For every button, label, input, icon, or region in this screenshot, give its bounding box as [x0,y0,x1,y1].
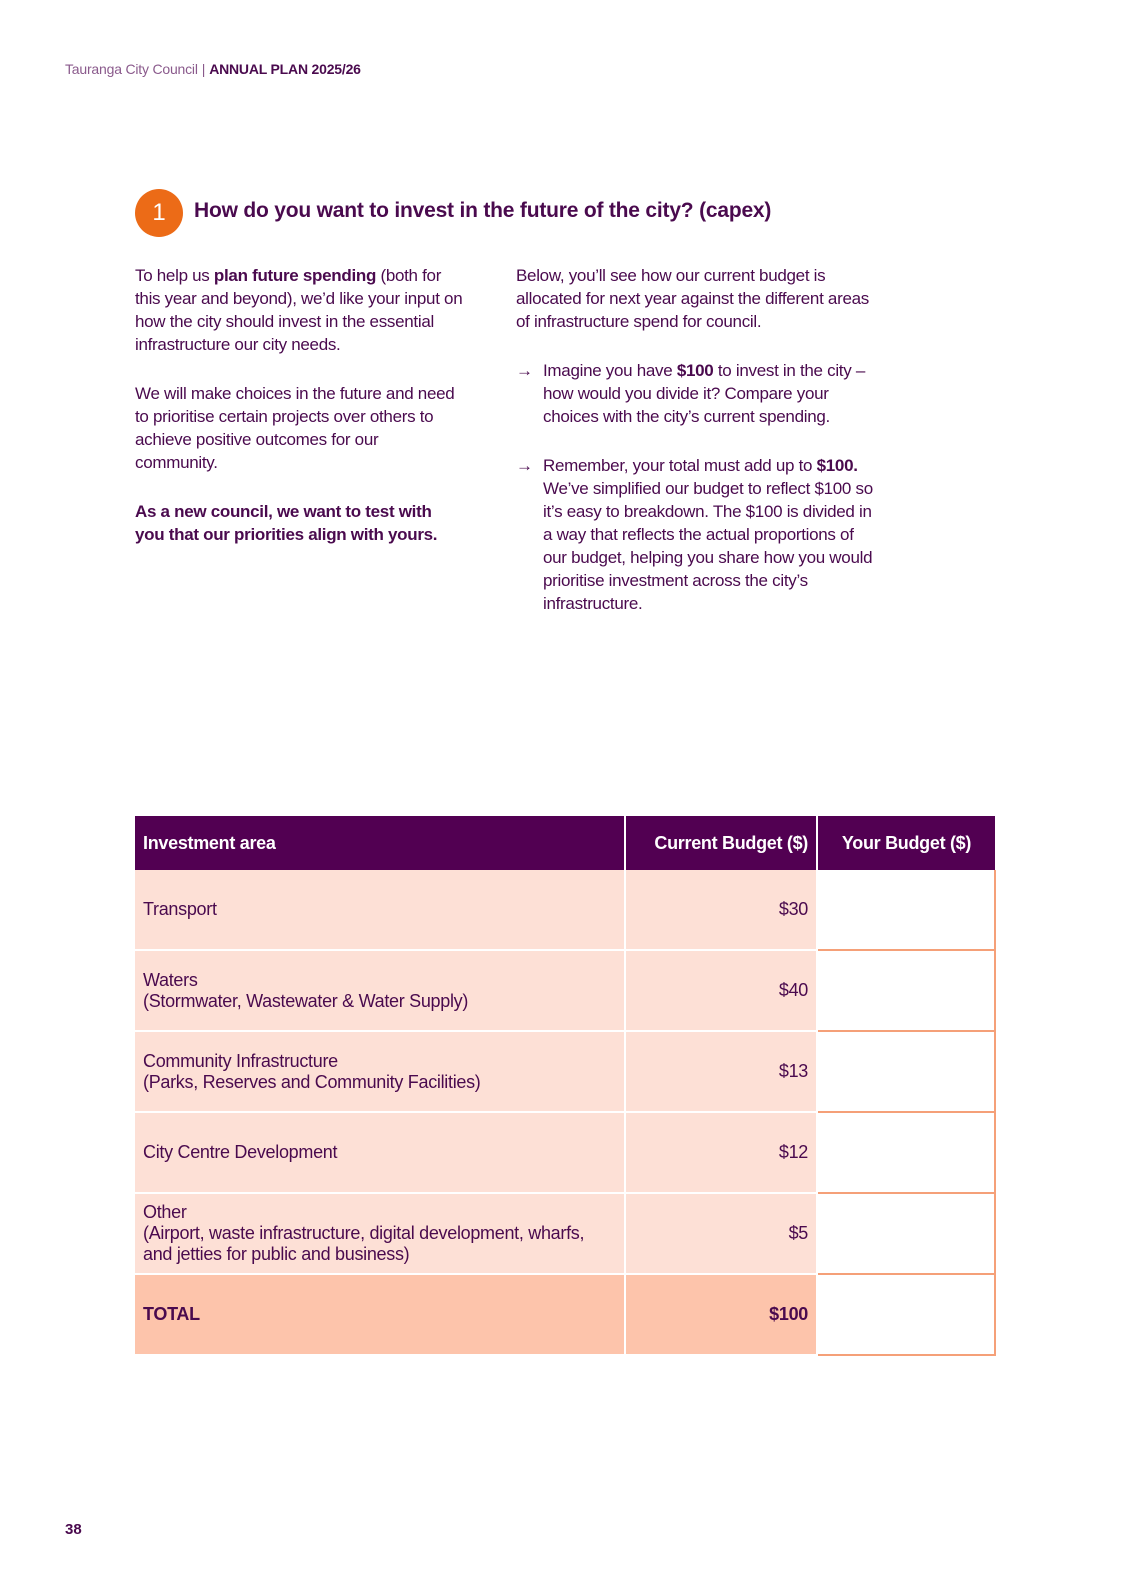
current-budget-cell: $30 [625,870,817,950]
bullet2-text-end: We’ve simplified our budget to reflect $100 so it’s easy to breakdown. The $100 is divided in a way that reflects the actual proportions of our budget, helping you share how you would prioritise investment across the city’s infrastructure. [543,479,873,613]
investment-area-name: Community Infrastructure [143,1050,338,1071]
your-budget-input[interactable] [818,950,998,1031]
your-budget-cell [817,1112,995,1193]
page-number: 38 [65,1521,82,1538]
bullet1-text: Imagine you have [543,361,677,380]
p1-text-end: (both for this year and beyond), we’d like your input on how the city should invest in the essential infrastructure our city needs. [135,266,463,354]
table-header-row [135,816,995,870]
total-your-budget-cell [817,1274,995,1355]
table-row [135,1112,995,1193]
budget-intro: Below, you’ll see how our current budget is allocated for next year against the different areas of infrastructure spend for council. [516,266,869,331]
running-header [65,61,361,77]
bullet-remember [516,454,876,615]
investment-area-cell [135,1193,625,1274]
investment-area-detail: (Stormwater, Wastewater & Water Supply) [143,990,469,1011]
intro-left-column [135,264,465,572]
current-budget-cell: $12 [625,1112,817,1193]
header-org: Tauranga City Council [65,61,198,77]
investment-area-detail: (Parks, Reserves and Community Facilities) [143,1071,481,1092]
question-number-badge: 1 [135,189,183,237]
your-budget-cell [817,950,995,1031]
investment-area-cell [135,950,625,1031]
investment-area-detail: (Airport, waste infrastructure, digital development, wharfs, and jetties for public and business) [143,1223,585,1264]
header-investment-area: Investment area [135,816,625,870]
p3-bold: As a new council, we want to test with you that our priorities align with yours. [135,502,438,544]
bullet-imagine [516,359,876,428]
total-row [135,1274,995,1355]
bullet1-bold: $100 [676,361,714,380]
bullet2-text: Remember, your total must add up to [543,456,817,475]
investment-area-name: Transport [143,899,217,919]
your-budget-cell [817,1031,995,1112]
your-budget-cell [817,870,995,950]
bullet1-text-end: to invest in the city – how would you divide it? Compare your choices with the city’s current spending. [543,361,865,426]
investment-area-cell [135,1112,625,1193]
your-budget-input[interactable] [818,1193,998,1274]
total-current-budget: $100 [625,1274,817,1355]
header-your-budget: Your Budget ($) [817,816,995,870]
table-row [135,870,995,950]
your-budget-cell [817,1193,995,1274]
question-title: How do you want to invest in the future of the city? (capex) [194,199,772,222]
investment-area-name: City Centre Development [143,1142,338,1162]
investment-area-name: Other [143,1202,187,1222]
investment-area-cell [135,870,625,950]
header-separator: | [201,61,206,77]
current-budget-cell: $13 [625,1031,817,1112]
your-budget-input[interactable] [818,1112,998,1193]
p1-text: To help us [135,266,214,285]
total-your-budget-input[interactable] [818,1274,998,1355]
table-row [135,1193,995,1274]
your-budget-input[interactable] [818,1031,998,1112]
arrow-right-icon: → [516,456,533,475]
arrow-right-icon: → [516,361,533,380]
intro-paragraph-2: We will make choices in the future and need to prioritise certain projects over others to achieve positive outcomes for our community. [135,384,455,472]
table-row [135,950,995,1031]
header-current-budget: Current Budget ($) [625,816,817,870]
budget-table [135,816,996,1356]
your-budget-input[interactable] [818,869,998,950]
intro-paragraph-1 [135,264,465,356]
p1-bold: plan future spending [213,266,377,285]
header-plan-title: ANNUAL PLAN 2025/26 [209,61,361,77]
total-label: TOTAL [135,1274,625,1355]
investment-area-name: Waters [143,969,198,990]
investment-area-cell [135,1031,625,1112]
bullet2-bold: $100. [816,456,858,475]
table-row [135,1031,995,1112]
current-budget-cell: $40 [625,950,817,1031]
intro-right-column [516,264,876,641]
current-budget-cell: $5 [625,1193,817,1274]
intro-paragraph-3 [135,500,465,546]
